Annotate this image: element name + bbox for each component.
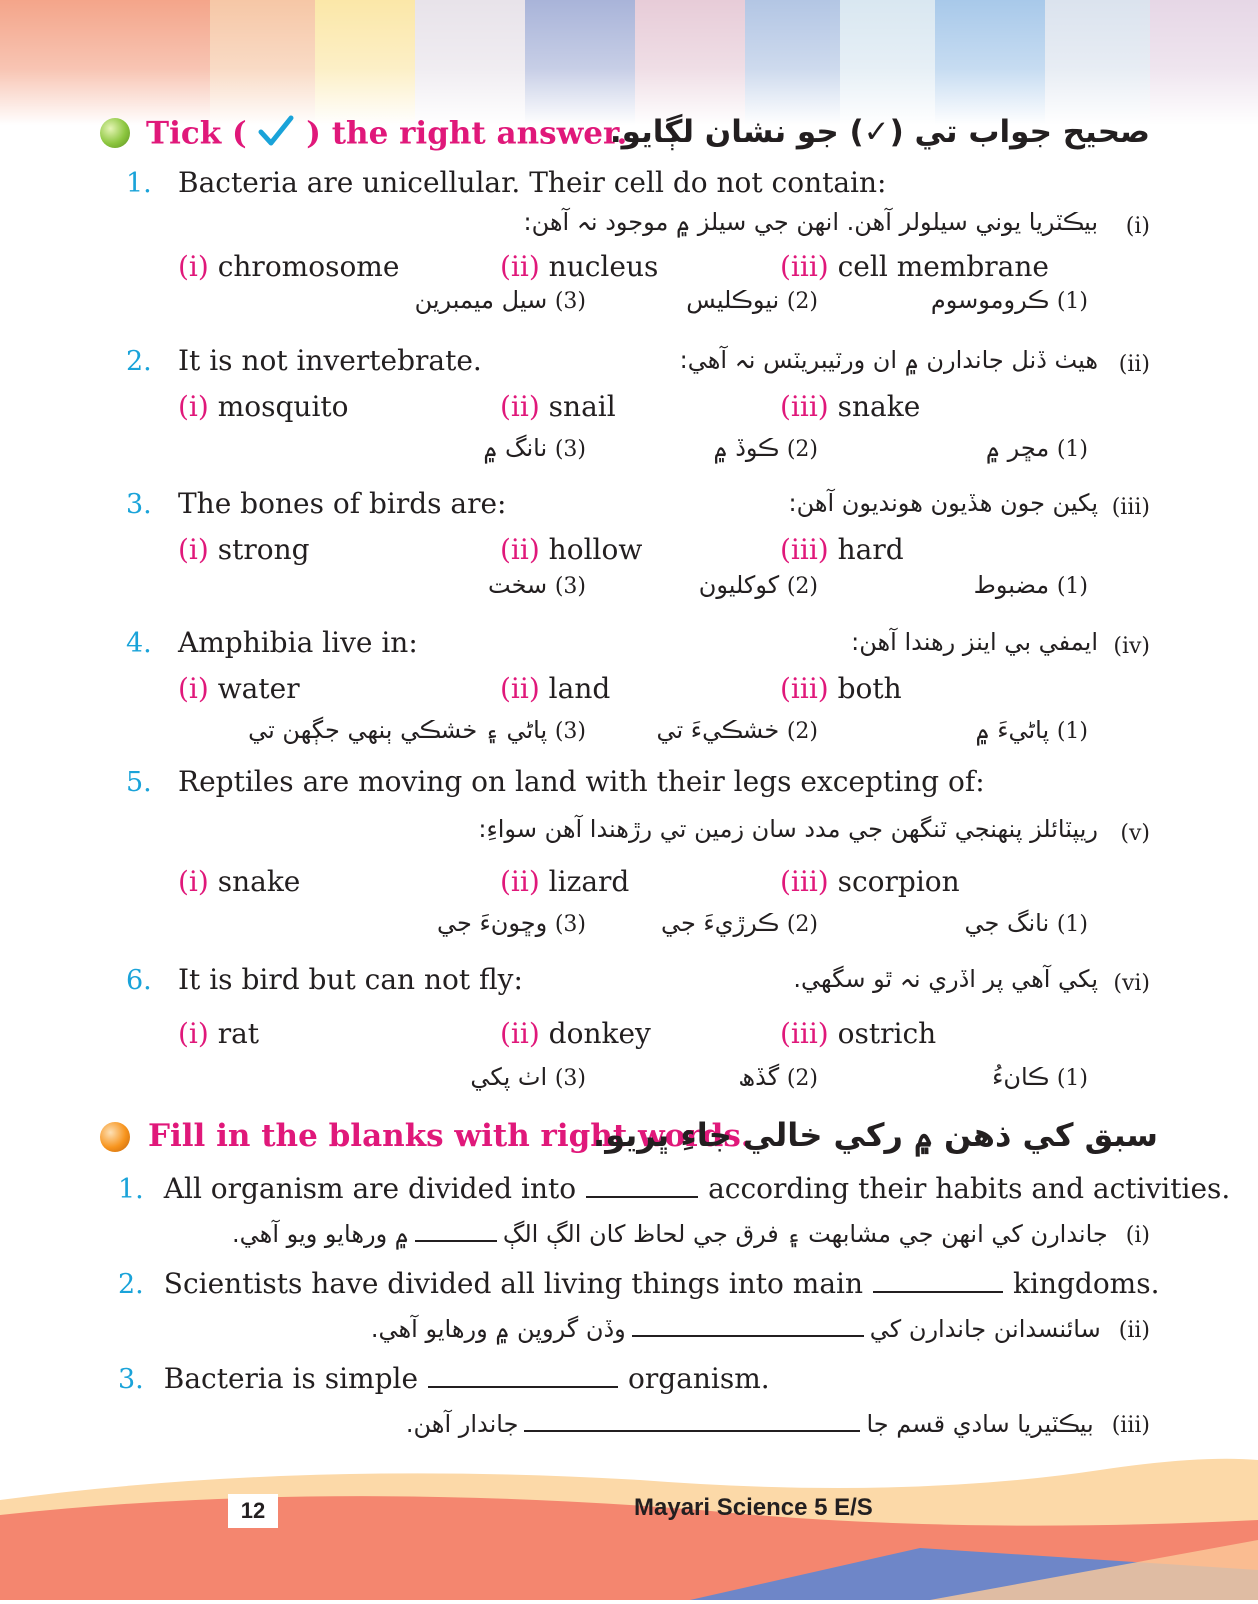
orange-bullet-icon xyxy=(100,1122,130,1152)
option-number: (i) xyxy=(178,390,209,423)
option-3 xyxy=(780,672,902,705)
question-number: 5. xyxy=(126,767,152,798)
sindhi-option-3 xyxy=(470,1063,586,1091)
blank-sindhi-after: ۾ ورهايو ويو آهي. xyxy=(232,1220,409,1248)
sindhi-option-text: وڇونءَ جي xyxy=(436,909,548,937)
option-1 xyxy=(178,390,349,423)
option-number: (iii) xyxy=(780,533,829,566)
sindhi-option-number: (3) xyxy=(554,437,586,462)
question-sindhi-text: پکي آهي پر اڏري نہ ٿو سگهي. xyxy=(793,965,1098,993)
option-number: (i) xyxy=(178,672,209,705)
sindhi-option-number: (2) xyxy=(786,912,818,937)
sindhi-option-2 xyxy=(686,286,818,314)
sindhi-option-number: (1) xyxy=(1056,719,1088,744)
sindhi-option-number: (1) xyxy=(1056,289,1088,314)
option-1 xyxy=(178,533,310,566)
blank-sindhi-before: جاندارن کي انهن جي مشابهت ۽ فرق جي لحاظ کان الڳ الڳ xyxy=(502,1220,1108,1248)
sindhi-option-2 xyxy=(661,909,818,937)
option-number: (i) xyxy=(178,250,209,283)
option-2 xyxy=(500,865,629,898)
option-3 xyxy=(780,1017,936,1050)
option-number: (iii) xyxy=(780,390,829,423)
option-text: lizard xyxy=(548,865,630,898)
option-1 xyxy=(178,865,300,898)
sindhi-option-text: کوکليون xyxy=(698,571,780,599)
blank-text-after: organism. xyxy=(628,1362,770,1395)
sindhi-option-text: خشڪيءَ تي xyxy=(656,716,780,744)
question-sindhi-text: پکين جون هڏيون هونديون آهن: xyxy=(788,489,1098,517)
section-heading-tick-sindhi: صحيح جواب تي (✓) جو نشان لڳايو. xyxy=(609,114,1150,150)
section-heading-fill-sindhi: سبق کي ذهن ۾ رکي خالي جاءِ ڀريو. xyxy=(593,1116,1158,1154)
question-number: 2. xyxy=(126,346,152,377)
sindhi-option-text: نيوڪليس xyxy=(686,286,780,314)
sindhi-option-3 xyxy=(437,909,586,937)
blank-text-after: kingdoms. xyxy=(1013,1267,1160,1300)
question-text: Amphibia live in: xyxy=(178,626,418,659)
option-number: (iii) xyxy=(780,250,829,283)
blank-text-after: according their habits and activities. xyxy=(708,1172,1231,1205)
sindhi-option-1 xyxy=(931,286,1088,314)
sindhi-option-number: (2) xyxy=(786,719,818,744)
question-sindhi-number: (i) xyxy=(1125,214,1150,239)
sindhi-option-2 xyxy=(714,434,818,462)
sindhi-option-text: ڪانءُ xyxy=(992,1063,1050,1091)
blank-line-sindhi-1 xyxy=(232,1220,1150,1248)
sindhi-option-text: پاڻيءَ ۾ xyxy=(975,716,1050,744)
sindhi-option-text: ڪروموسوم xyxy=(930,286,1050,314)
blank-sindhi-before: سائنسدانن جاندارن کي xyxy=(869,1315,1101,1343)
option-text: cell membrane xyxy=(837,250,1049,283)
answer-blank-sindhi[interactable] xyxy=(524,1410,860,1432)
sindhi-option-number: (1) xyxy=(1056,437,1088,462)
option-number: (i) xyxy=(178,865,209,898)
option-text: scorpion xyxy=(837,865,960,898)
sindhi-option-number: (3) xyxy=(554,912,586,937)
blank-line-2 xyxy=(118,1267,1160,1300)
option-text: water xyxy=(217,672,300,705)
option-3 xyxy=(780,390,920,423)
option-2 xyxy=(500,390,616,423)
question-sindhi-number: (vi) xyxy=(1113,971,1150,996)
option-text: snake xyxy=(837,390,921,423)
blank-line-3 xyxy=(118,1362,770,1395)
sindhi-option-text: سيل ميمبرين xyxy=(414,286,548,314)
sindhi-option-3 xyxy=(248,716,586,744)
option-2 xyxy=(500,672,610,705)
option-1 xyxy=(178,1017,259,1050)
option-number: (ii) xyxy=(500,1017,540,1050)
sindhi-option-number: (1) xyxy=(1056,1066,1088,1091)
sindhi-option-text: نانگ ۾ xyxy=(483,434,548,462)
option-text: mosquito xyxy=(217,390,349,423)
blank-text-before: All organism are divided into xyxy=(163,1172,577,1205)
sindhi-option-number: (3) xyxy=(554,574,586,599)
option-3 xyxy=(780,250,1049,283)
option-text: strong xyxy=(217,533,310,566)
option-2 xyxy=(500,1017,651,1050)
sindhi-option-1 xyxy=(976,716,1088,744)
sindhi-option-text: پاڻي ۽ خشڪي ٻنهي جڳهن تي xyxy=(248,716,548,744)
sindhi-option-3 xyxy=(483,434,586,462)
sindhi-option-text: نانگ جي xyxy=(964,909,1050,937)
option-number: (i) xyxy=(178,1017,209,1050)
option-number: (ii) xyxy=(500,865,540,898)
option-number: (iii) xyxy=(780,865,829,898)
sindhi-option-1 xyxy=(992,1063,1088,1091)
question-number: 4. xyxy=(126,628,152,659)
option-2 xyxy=(500,533,642,566)
sindhi-option-2 xyxy=(656,716,818,744)
question-number: 1. xyxy=(126,168,152,199)
answer-blank[interactable] xyxy=(586,1172,698,1198)
blank-sindhi-number: (i) xyxy=(1125,1223,1150,1248)
option-text: chromosome xyxy=(217,250,400,283)
question-sindhi-text: ريپٽائلز پنهنجي ٽنگهن جي مدد سان زمين تي رڙهندا آهن سواءِ: xyxy=(478,815,1098,843)
sindhi-option-2 xyxy=(699,571,818,599)
sindhi-option-number: (2) xyxy=(786,574,818,599)
book-title: Mayari Science 5 E/S xyxy=(634,1494,873,1521)
blank-sindhi-before: بيڪٽيريا سادي قسم جا xyxy=(866,1410,1094,1438)
blank-number: 3. xyxy=(118,1364,144,1395)
sindhi-option-number: (3) xyxy=(554,1066,586,1091)
question-sindhi-number: (iii) xyxy=(1111,495,1150,520)
blank-text-before: Bacteria is simple xyxy=(163,1362,419,1395)
question-text: Bacteria are unicellular. Their cell do not contain: xyxy=(178,166,887,199)
section-heading-fill: Fill in the blanks with right words. xyxy=(148,1118,752,1154)
sindhi-option-number: (3) xyxy=(554,719,586,744)
option-text: land xyxy=(548,672,611,705)
option-1 xyxy=(178,672,300,705)
option-3 xyxy=(780,865,960,898)
page-number: 12 xyxy=(228,1494,278,1528)
option-text: snake xyxy=(217,865,301,898)
sindhi-option-1 xyxy=(986,434,1088,462)
sindhi-option-number: (2) xyxy=(786,1066,818,1091)
sindhi-option-number: (3) xyxy=(554,289,586,314)
question-sindhi-text: ايمفي بي اينز رهندا آهن: xyxy=(851,628,1098,656)
sindhi-option-text: ڪوڏ ۾ xyxy=(713,434,780,462)
option-number: (ii) xyxy=(500,672,540,705)
option-text: snail xyxy=(548,390,616,423)
sindhi-option-number: (1) xyxy=(1056,574,1088,599)
answer-blank-sindhi[interactable] xyxy=(415,1220,497,1242)
option-text: nucleus xyxy=(548,250,659,283)
blank-sindhi-after: وڏن گروپن ۾ ورهايو آهي. xyxy=(370,1315,626,1343)
blank-line-sindhi-2 xyxy=(371,1315,1150,1343)
option-number: (iii) xyxy=(780,672,829,705)
sindhi-option-number: (2) xyxy=(786,289,818,314)
heading-tick-post: ) the right answer. xyxy=(306,115,628,152)
option-number: (ii) xyxy=(500,250,540,283)
question-text: The bones of birds are: xyxy=(178,487,507,520)
option-number: (ii) xyxy=(500,390,540,423)
check-mark-icon xyxy=(257,114,295,156)
sindhi-option-number: (1) xyxy=(1056,912,1088,937)
blank-text-before: Scientists have divided all living things into main xyxy=(163,1267,864,1300)
sindhi-option-text: گڏھ xyxy=(738,1063,780,1091)
green-bullet-icon xyxy=(100,118,130,148)
blank-number: 2. xyxy=(118,1269,144,1300)
blank-line-sindhi-3 xyxy=(406,1410,1150,1438)
question-sindhi-text: بيڪٽريا يوني سيلولر آهن. انهن جي سيلز ۾ موجود نہ آهن: xyxy=(523,208,1098,236)
option-number: (ii) xyxy=(500,533,540,566)
option-number: (i) xyxy=(178,533,209,566)
question-number: 6. xyxy=(126,965,152,996)
blank-sindhi-after: جاندار آهن. xyxy=(405,1410,519,1438)
sindhi-option-2 xyxy=(738,1063,818,1091)
answer-blank[interactable] xyxy=(428,1362,618,1388)
blank-line-1 xyxy=(118,1172,1230,1205)
option-2 xyxy=(500,250,658,283)
blank-sindhi-number: (ii) xyxy=(1118,1318,1150,1343)
option-1 xyxy=(178,250,399,283)
sindhi-option-number: (2) xyxy=(786,437,818,462)
option-number: (iii) xyxy=(780,1017,829,1050)
option-text: hollow xyxy=(548,533,643,566)
option-text: ostrich xyxy=(837,1017,937,1050)
question-sindhi-number: (v) xyxy=(1120,821,1150,846)
blank-number: 1. xyxy=(118,1174,144,1205)
footer-decoration xyxy=(0,1440,1258,1600)
sindhi-option-text: مضبوط xyxy=(973,571,1050,599)
question-sindhi-number: (ii) xyxy=(1118,352,1150,377)
sindhi-option-text: مڇر ۾ xyxy=(985,434,1050,462)
sindhi-option-text: سخت xyxy=(488,571,548,599)
question-text: Reptiles are moving on land with their legs excepting of: xyxy=(178,765,985,798)
heading-tick-pre: Tick ( xyxy=(146,115,247,152)
sindhi-option-1 xyxy=(974,571,1088,599)
question-number: 3. xyxy=(126,489,152,520)
watercolor-banner xyxy=(0,0,1258,125)
question-text: It is bird but can not fly: xyxy=(178,963,523,996)
option-text: both xyxy=(837,672,902,705)
answer-blank[interactable] xyxy=(873,1267,1003,1293)
sindhi-option-3 xyxy=(415,286,586,314)
sindhi-option-1 xyxy=(965,909,1088,937)
answer-blank-sindhi[interactable] xyxy=(632,1315,864,1337)
sindhi-option-text: اٺ پکي xyxy=(470,1063,548,1091)
question-text: It is not invertebrate. xyxy=(178,344,482,377)
option-text: rat xyxy=(217,1017,260,1050)
sindhi-option-text: ڪرڙيءَ جي xyxy=(660,909,780,937)
option-3 xyxy=(780,533,904,566)
blank-sindhi-number: (iii) xyxy=(1111,1413,1150,1438)
question-sindhi-text: هيٺ ڏنل جاندارن ۾ ان ورٽيبريٽس نہ آهي: xyxy=(679,346,1098,374)
option-text: donkey xyxy=(548,1017,651,1050)
option-text: hard xyxy=(837,533,904,566)
sindhi-option-3 xyxy=(488,571,586,599)
section-heading-tick xyxy=(146,114,627,156)
question-sindhi-number: (iv) xyxy=(1113,634,1150,659)
